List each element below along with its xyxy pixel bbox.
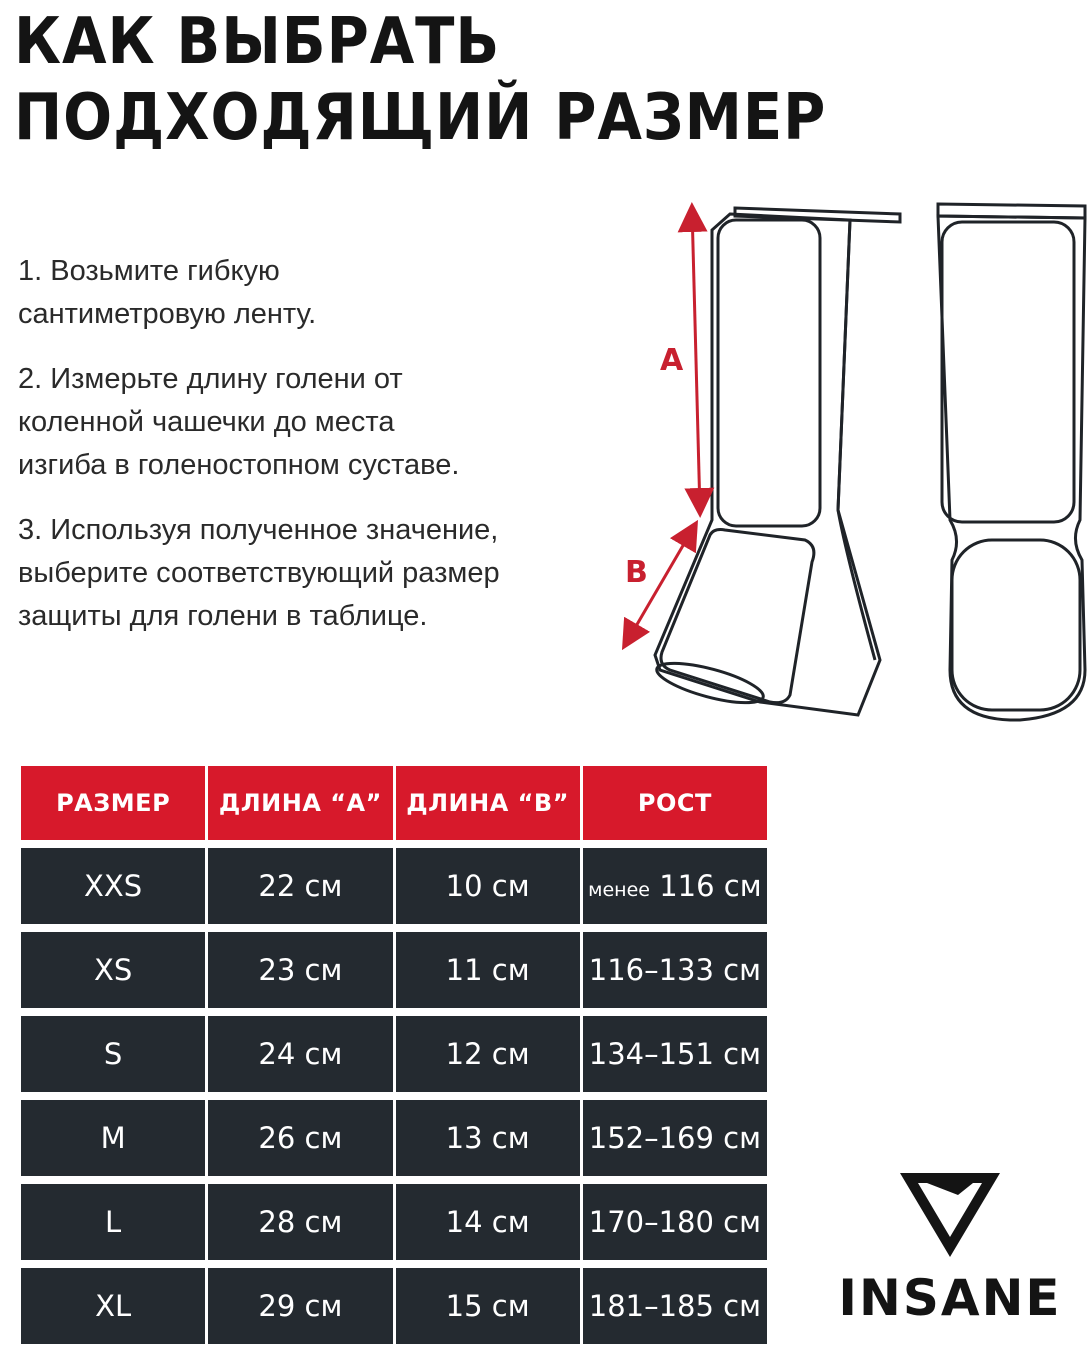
cell-height-prefix: менее	[588, 879, 650, 901]
cell-length-b: 11 см	[396, 932, 580, 1008]
size-table	[18, 758, 770, 1352]
title-line-1: КАК ВЫБРАТЬ	[14, 5, 501, 79]
table-row	[21, 1184, 767, 1260]
label-a: A	[660, 343, 684, 378]
cell-length-b: 14 см	[396, 1184, 580, 1260]
page-title	[14, 4, 826, 156]
cell-length-b: 15 см	[396, 1268, 580, 1344]
header-size: РАЗМЕР	[21, 766, 205, 840]
header-length-b: ДЛИНА “B”	[396, 766, 580, 840]
front-view-guard	[938, 204, 1085, 720]
logo-text: INSANE	[838, 1269, 1062, 1325]
table-row	[21, 1100, 767, 1176]
cell-height: 181–185 см	[583, 1268, 767, 1344]
cell-length-a: 29 см	[208, 1268, 392, 1344]
cell-length-a: 28 см	[208, 1184, 392, 1260]
header-length-a: ДЛИНА “А”	[208, 766, 392, 840]
cell-length-a: 24 см	[208, 1016, 392, 1092]
table-row	[21, 1268, 767, 1344]
shin-guard-diagram	[600, 190, 1090, 730]
cell-length-a: 22 см	[208, 848, 392, 924]
step-3: 3. Используя полученное значение, выберите соответствующий размер защиты для голени в таблице.	[18, 514, 500, 632]
triangle-logo-icon	[900, 1173, 1000, 1257]
cell-length-a: 23 см	[208, 932, 392, 1008]
cell-size: XS	[21, 932, 205, 1008]
title-line-2: ПОДХОДЯЩИЙ РАЗМЕР	[14, 81, 827, 155]
table-row	[21, 1016, 767, 1092]
side-view-guard	[653, 208, 900, 715]
cell-size: XL	[21, 1268, 205, 1344]
cell-height: 134–151 см	[583, 1016, 767, 1092]
cell-length-a: 26 см	[208, 1100, 392, 1176]
instructions	[18, 250, 588, 660]
cell-height-value: 116 см	[659, 869, 762, 903]
table-row	[21, 848, 767, 924]
cell-length-b: 10 см	[396, 848, 580, 924]
insane-logo	[815, 1165, 1085, 1325]
header-height: РОСТ	[583, 766, 767, 840]
step-2: 2. Измерьте длину голени от коленной чашечки до места изгиба в голеностопном суставе.	[18, 363, 460, 481]
cell-height: 152–169 см	[583, 1100, 767, 1176]
arrow-a	[692, 208, 700, 512]
table-header-row	[21, 766, 767, 840]
table-row	[21, 932, 767, 1008]
cell-height: 116–133 см	[583, 932, 767, 1008]
cell-size: S	[21, 1016, 205, 1092]
step-1: 1. Возьмите гибкую сантиметровую ленту.	[18, 255, 317, 330]
cell-size: L	[21, 1184, 205, 1260]
label-b: B	[625, 555, 648, 590]
cell-size: M	[21, 1100, 205, 1176]
cell-height: 170–180 см	[583, 1184, 767, 1260]
cell-length-b: 12 см	[396, 1016, 580, 1092]
cell-height	[583, 848, 767, 924]
cell-length-b: 13 см	[396, 1100, 580, 1176]
cell-size: XXS	[21, 848, 205, 924]
